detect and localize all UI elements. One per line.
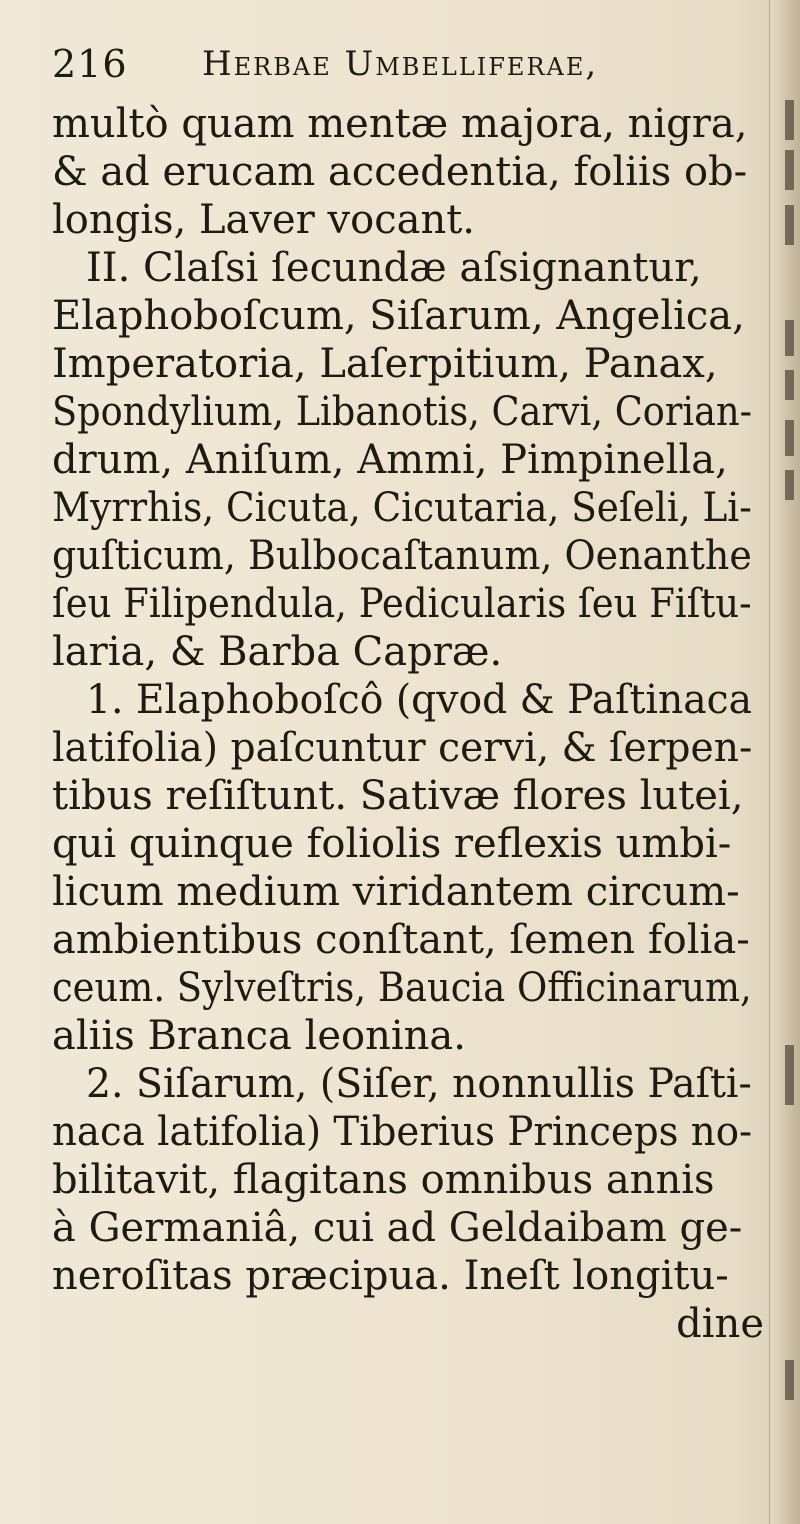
- text-line: dine: [676, 1301, 764, 1347]
- next-page-edge: [769, 0, 800, 1524]
- text-line: bilitavit, flagitans omnibus annis: [52, 1157, 715, 1203]
- text-line: naca latifolia) Tiberius Princeps no-: [52, 1109, 753, 1155]
- text-line: multò quam mentæ majora, nigra,: [52, 101, 748, 147]
- text-line: neroſitas præcipua. Ineſt longitu-: [52, 1253, 729, 1299]
- text-line: guſticum, Bulbocaſtanum, Oenanthe: [52, 533, 752, 579]
- page-header: [52, 42, 692, 96]
- text-line: 1. Elaphoboſcô (qvod & Paſtinaca: [86, 677, 752, 723]
- text-line: & ad erucam accedentia, foliis ob-: [52, 149, 748, 195]
- text-line: Elaphoboſcum, Siſarum, Angelica,: [52, 293, 745, 339]
- text-line: Imperatoria, Laſerpitium, Panax,: [52, 341, 718, 387]
- text-line: laria, & Barba Capræ.: [52, 629, 503, 675]
- text-line: ceum. Sylveſtris, Baucia Officinarum,: [52, 965, 752, 1011]
- text-line: ſeu Filipendula, Pedicularis ſeu Fiſtu-: [52, 581, 752, 627]
- text-line: longis, Laver vocant.: [52, 197, 475, 243]
- text-line: qui quinque foliolis reflexis umbi-: [52, 821, 732, 867]
- text-line: à Germaniâ, cui ad Geldaibam ge-: [52, 1205, 743, 1251]
- text-line: ambientibus conſtant, ſemen folia-: [52, 917, 750, 963]
- page-number: 216: [52, 42, 128, 86]
- text-line: licum medium viridantem circum-: [52, 869, 740, 915]
- running-title: Herbae Umbelliferae,: [202, 44, 599, 84]
- text-line: 2. Siſarum, (Siſer, nonnullis Paſti-: [86, 1061, 752, 1107]
- text-line: latifolia) paſcuntur cervi, & ſerpen-: [52, 725, 753, 771]
- body-text: [52, 100, 770, 1348]
- text-line: Myrrhis, Cicuta, Cicutaria, Seſeli, Li-: [52, 485, 752, 531]
- text-line: aliis Branca leonina.: [52, 1013, 466, 1059]
- text-line: drum, Aniſum, Ammi, Pimpinella,: [52, 437, 728, 483]
- text-line: II. Claſsi ſecundæ aſsignantur,: [86, 245, 702, 291]
- text-line: tibus reſiſtunt. Sativæ flores lutei,: [52, 773, 744, 819]
- text-line: Spondylium, Libanotis, Carvi, Corian-: [52, 389, 753, 435]
